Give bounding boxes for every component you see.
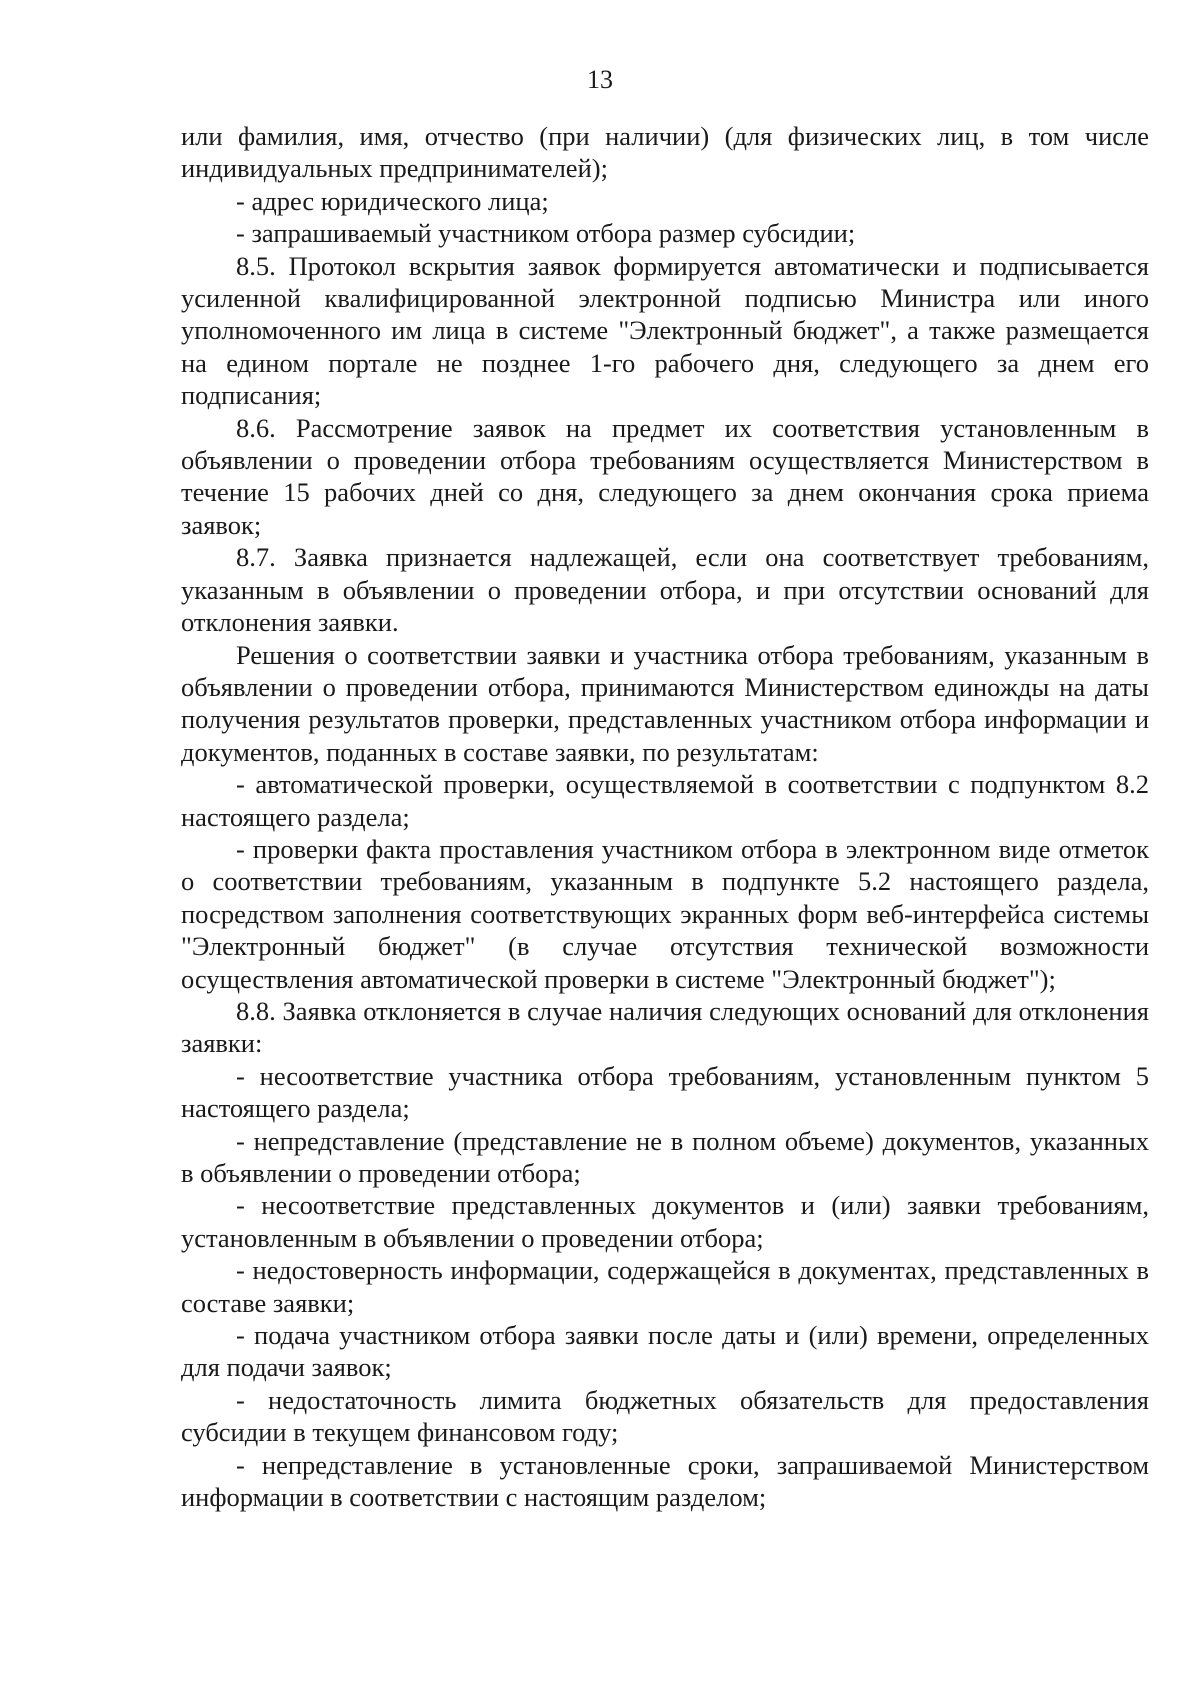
paragraph-8-6: 8.6. Рассмотрение заявок на предмет их соответствия установленным в объявлении о проведении отбора требованиям осуществляется Министерством в течение 15 рабочих дней со дня, следующего за днем окончания срока приема заявок; (181, 412, 1149, 540)
paragraph-auto-check: - автоматической проверки, осуществляемой в соответствии с подпунктом 8.2 настоящего раздела; (181, 769, 1149, 832)
paragraph-reject-doc-mismatch: - несоответствие представленных документов и (или) заявки требованиям, установленным в объявлении о проведении отбора; (181, 1190, 1149, 1253)
paragraph-reject-noncompliance: - несоответствие участника отбора требованиям, установленным пунктом 5 настоящего раздела; (181, 1060, 1149, 1124)
paragraph-subsidy-amount: - запрашиваемый участником отбора размер субсидии; (236, 218, 856, 249)
paragraph-manual-check: - проверки факта проставления участником отбора в электронном виде отметок о соответствии требованиям, указанным в подпункте 5.2 настоящего раздела, посредством заполнения соответствующих экранных форм веб-интерфейса системы "Электронный бюджет" (в случае отсутствия технической возможности осуществления автоматической проверки в системе "Электронный бюджет"); (181, 833, 1149, 994)
paragraph-reject-missing-docs: - непредставление (представление не в полном объеме) документов, указанных в объявлении о проведении отбора; (181, 1125, 1149, 1188)
paragraph-8-8: 8.8. Заявка отклоняется в случае наличия следующих оснований для отклонения заявки: (181, 995, 1149, 1059)
paragraph-reject-budget-limit: - недостаточность лимита бюджетных обязательств для предоставления субсидии в текущем финансовом году; (181, 1384, 1149, 1448)
page-number: 13 (587, 65, 613, 94)
paragraph-decisions: Решения о соответствии заявки и участника отбора требованиям, указанным в объявлении о проведении отбора, принимаются Министерством единожды на даты получения результатов проверки, представленных участником отбора информации и документов, поданных в составе заявки, по результатам: (181, 639, 1149, 767)
paragraph-reject-false-info: - недостоверность информации, содержащейся в документах, представленных в составе заявки; (181, 1255, 1149, 1318)
document-body (181, 120, 1149, 1513)
paragraph-fio: или фамилия, имя, отчество (при наличии) (для физических лиц, в том числе индивидуальных предпринимателей); (181, 121, 1149, 184)
paragraph-8-5: 8.5. Протокол вскрытия заявок формируется автоматически и подписывается усиленной квалифицированной электронной подписью Министра или иного уполномоченного им лица в системе "Электронный бюджет", а также размещается на едином портале не позднее 1-го рабочего дня, следующего за днем его подписания; (181, 250, 1149, 411)
paragraph-reject-late: - подача участником отбора заявки после даты и (или) времени, определенных для подачи заявок; (181, 1320, 1149, 1383)
paragraph-reject-no-info: - непредставление в установленные сроки, запрашиваемой Министерством информации в соответствии с настоящим разделом; (181, 1449, 1149, 1513)
paragraph-8-7: 8.7. Заявка признается надлежащей, если она соответствует требованиям, указанным в объявлении о проведении отбора, и при отсутствии оснований для отклонения заявки. (181, 542, 1149, 638)
paragraph-legal-address: - адрес юридического лица; (236, 185, 549, 216)
